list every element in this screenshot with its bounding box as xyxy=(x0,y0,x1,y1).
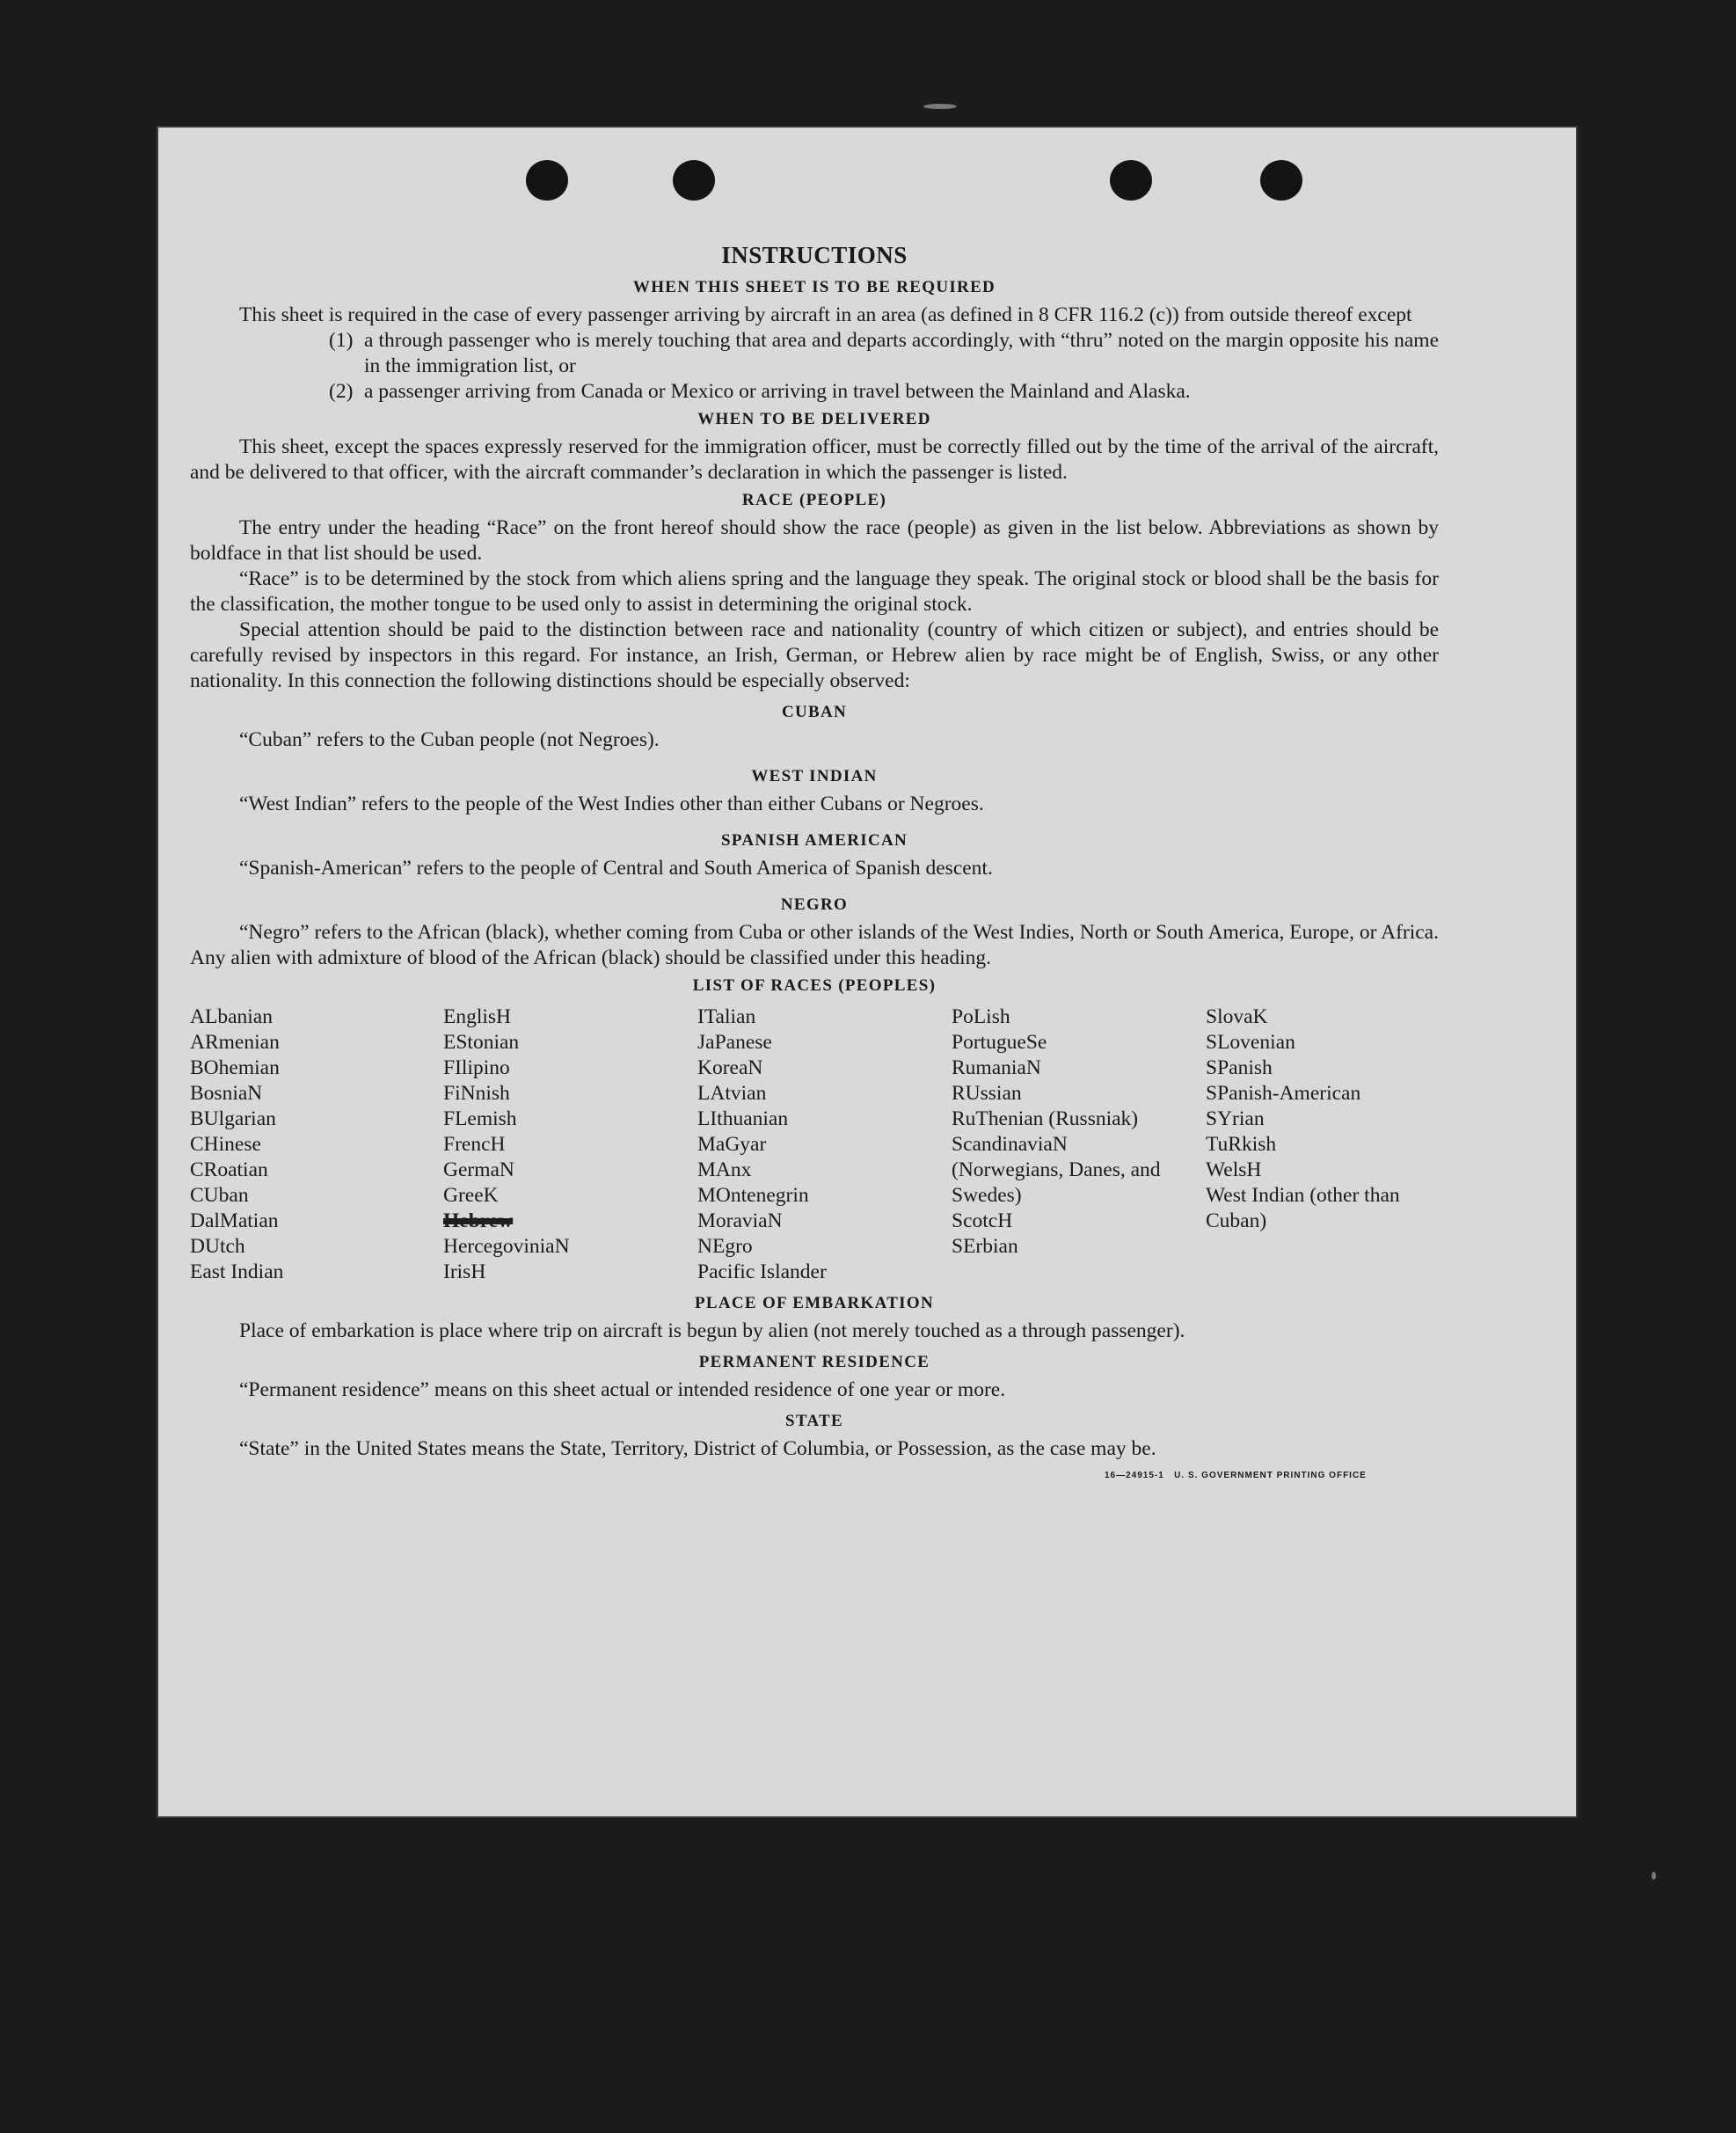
west-indian-text: “West Indian” refers to the people of the West Indies other than either Cubans or Negroes. xyxy=(239,793,984,815)
spanish-american-text: “Spanish-American” refers to the people of Central and South America of Spanish descent. xyxy=(239,857,993,880)
race-entry: SLovenian xyxy=(1206,1031,1295,1054)
race-entry: CHinese xyxy=(190,1133,261,1156)
race-entry: GreeK xyxy=(443,1184,499,1207)
race-entry: Pacific Islander xyxy=(697,1260,827,1283)
race-paragraph-3: Special attention should be paid to the distinction between race and nationality (country of which citizen or subject), and entries should be carefully revised by inspectors in this regard. For instance, an Irish, German, or Hebrew alien by race might be of English, Swiss, or any other nationality. In this connection the following distinctions should be especially observed: xyxy=(190,618,1439,692)
race-entry: MOntenegrin xyxy=(697,1184,809,1207)
exception-list xyxy=(190,328,1439,405)
race-entry: EStonian xyxy=(443,1031,520,1054)
races-column-5 xyxy=(1206,1004,1434,1234)
race-entry: GermaN xyxy=(443,1158,514,1181)
dust-mark xyxy=(1652,1872,1656,1880)
race-entry: ScotcH xyxy=(952,1209,1013,1232)
races-column-1 xyxy=(190,1004,445,1285)
races-column-2 xyxy=(443,1004,698,1285)
punch-hole xyxy=(1110,160,1152,201)
race-entry: PoLish xyxy=(952,1005,1010,1028)
race-entry: FLemish xyxy=(443,1107,517,1130)
race-paragraph-2: “Race” is to be determined by the stock from which aliens spring and the language they speak. The original stock or blood shall be the basis for the classification, the mother tongue to be used only to assist in determining the original stock. xyxy=(190,567,1439,616)
race-entry: WelsH xyxy=(1206,1158,1262,1181)
race-entry: HercegoviniaN xyxy=(443,1235,570,1258)
instruction-sheet xyxy=(158,128,1576,1816)
race-entry: IrisH xyxy=(443,1260,486,1283)
list-of-races-heading: LIST OF RACES (PEOPLES) xyxy=(692,976,937,995)
race-entry: SPanish xyxy=(1206,1056,1273,1079)
race-entry: CUban xyxy=(190,1184,249,1207)
race-entry: KoreaN xyxy=(697,1056,763,1079)
negro-text: “Negro” refers to the African (black), whether coming from Cuba or other islands of the West Indies, North or South America, Europe, or Africa. Any alien with admixture of blood of the African (black) should be classified under this heading. xyxy=(190,921,1439,969)
exception-item: (2) a passenger arriving from Canada or Mexico or arriving in travel between the Mainland and Alaska. xyxy=(329,380,1191,403)
race-entry: West Indian (other than Cuban) xyxy=(1206,1184,1400,1232)
embarkation-text: Place of embarkation is place where trip on aircraft is begun by alien (not merely touched as a through passenger). xyxy=(239,1319,1185,1342)
race-entry: MaGyar xyxy=(697,1133,767,1156)
race-entry: RUssian xyxy=(952,1082,1022,1105)
section-heading-west-indian: WEST INDIAN xyxy=(751,767,878,785)
race-entry: ScandinaviaN (Norwegians, Danes, and Swedes) xyxy=(952,1133,1161,1207)
race-entry: SPanish-American xyxy=(1206,1082,1361,1105)
race-entry: FiNnish xyxy=(443,1082,510,1105)
race-entry: LAtvian xyxy=(697,1082,767,1105)
delivered-text: This sheet, except the spaces expressly reserved for the immigration officer, must be correctly filled out by the time of the arrival of the aircraft, and be delivered to that officer, with the aircraft commander’s declaration in which the passenger is listed. xyxy=(190,435,1439,484)
page-title: INSTRUCTIONS xyxy=(721,242,908,268)
race-entry: DalMatian xyxy=(190,1209,279,1232)
race-entry: LIthuanian xyxy=(697,1107,789,1130)
race-entry-struck: Hebrew xyxy=(443,1209,514,1232)
races-column-4 xyxy=(952,1004,1180,1260)
race-entry: BUlgarian xyxy=(190,1107,276,1130)
section-heading-race: RACE (PEOPLE) xyxy=(741,491,887,509)
race-entry: RumaniaN xyxy=(952,1056,1041,1079)
race-entry: MAnx xyxy=(697,1158,752,1181)
section-heading-cuban: CUBAN xyxy=(781,703,848,721)
section-heading-negro: NEGRO xyxy=(780,895,849,914)
race-entry: ITalian xyxy=(697,1005,756,1028)
punch-hole xyxy=(1260,160,1302,201)
cuban-text: “Cuban” refers to the Cuban people (not Negroes). xyxy=(239,728,660,751)
exception-item: (1) a through passenger who is merely touching that area and departs accordingly, with “thru” noted on the margin opposite his name in the immigration list, or xyxy=(329,329,1439,377)
race-entry: FIlipino xyxy=(443,1056,510,1079)
race-paragraph-1: The entry under the heading “Race” on the front hereof should show the race (people) as given in the list below. Abbreviations as shown by boldface in that list should be used. xyxy=(190,516,1439,565)
race-entry: TuRkish xyxy=(1206,1133,1277,1156)
race-entry: CRoatian xyxy=(190,1158,268,1181)
race-entry: SYrian xyxy=(1206,1107,1265,1130)
required-intro: This sheet is required in the case of every passenger arriving by aircraft in an area (as defined in 8 CFR 116.2 (c)) from outside thereof except xyxy=(239,303,1412,326)
printer-imprint: 16—24915-1 U. S. GOVERNMENT PRINTING OFFICE xyxy=(1105,1471,1367,1480)
state-text: “State” in the United States means the State, Territory, District of Columbia, or Possession, as the case may be. xyxy=(239,1437,1156,1460)
race-entry: FrencH xyxy=(443,1133,506,1156)
sheet-content xyxy=(190,242,1439,1488)
section-heading-spanish-american: SPANISH AMERICAN xyxy=(720,831,908,850)
race-entry: SErbian xyxy=(952,1235,1018,1258)
race-entry: RuThenian (Russniak) xyxy=(952,1107,1139,1130)
races-column-3 xyxy=(697,1004,952,1285)
footer xyxy=(190,1462,1439,1488)
section-heading-required: WHEN THIS SHEET IS TO BE REQUIRED xyxy=(632,278,996,296)
race-entry: ALbanian xyxy=(190,1005,273,1028)
section-heading-state: STATE xyxy=(785,1412,843,1430)
race-entry: EnglisH xyxy=(443,1005,512,1028)
race-entry: ARmenian xyxy=(190,1031,280,1054)
section-heading-delivered: WHEN TO BE DELIVERED xyxy=(697,410,931,428)
race-entry: MoraviaN xyxy=(697,1209,783,1232)
punch-hole xyxy=(673,160,715,201)
race-entry: DUtch xyxy=(190,1235,245,1258)
race-entry: East Indian xyxy=(190,1260,284,1283)
section-heading-embarkation: PLACE OF EMBARKATION xyxy=(695,1294,934,1312)
residence-text: “Permanent residence” means on this sheet actual or intended residence of one year or more. xyxy=(239,1378,1006,1401)
race-entry: SlovaK xyxy=(1206,1005,1268,1028)
race-entry: NEgro xyxy=(697,1235,753,1258)
races-list xyxy=(190,1004,1439,1289)
punch-hole xyxy=(526,160,568,201)
race-entry: BosniaN xyxy=(190,1082,263,1105)
race-entry: JaPanese xyxy=(697,1031,772,1054)
section-heading-residence: PERMANENT RESIDENCE xyxy=(698,1353,930,1371)
race-entry: BOhemian xyxy=(190,1056,280,1079)
dust-mark xyxy=(923,104,957,109)
race-entry: PortugueSe xyxy=(952,1031,1047,1054)
